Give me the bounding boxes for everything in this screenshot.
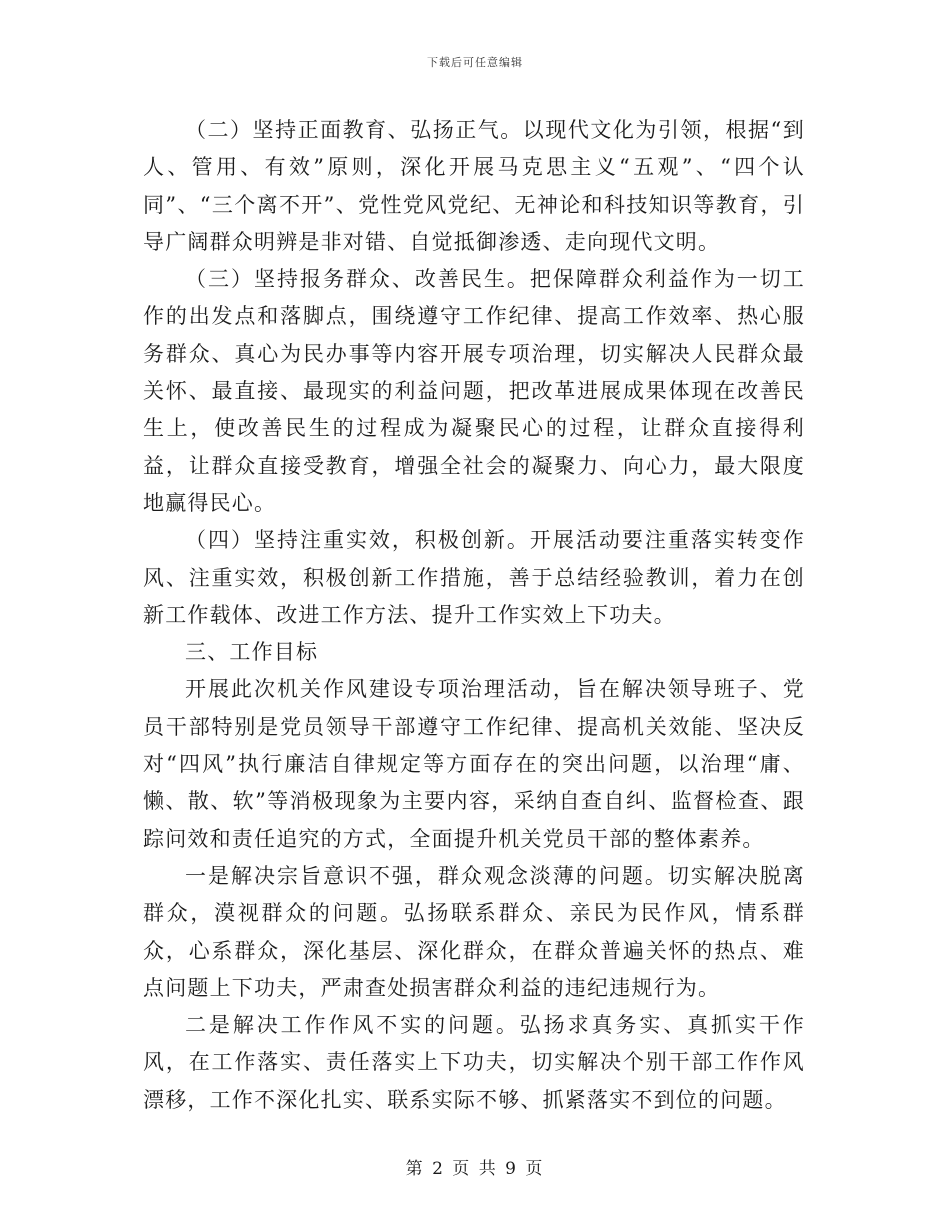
paragraph-section-4: （四）坚持注重实效，积极创新。开展活动要注重落实转变作风、注重实效，积极创新工作措施，善于总结经验教训，着力在创新工作载体、改进工作方法、提升工作实效上下功夫。: [143, 528, 805, 627]
paragraph-goals-intro: 开展此次机关作风建设专项治理活动，旨在解决领导班子、党员干部特别是党员领导干部遵守工作纪律、提高机关效能、坚决反对“四风”执行廉洁自律规定等方面存在的突出问题，以治理“庸、懒、散、软”等消极现象为主要内容，采纳自查自纠、监督检查、跟踪问效和责任追究的方式，全面提升机关党员干部的整体素养。: [143, 677, 805, 851]
header-note: 下载后可任意编辑: [427, 56, 523, 69]
section-heading-work-goals: 三、工作目标: [185, 640, 319, 665]
paragraph-section-2: （二）坚持正面教育、弘扬正气。以现代文化为引领，根据“到人、管用、有效”原则，深化开展马克思主义“五观”、“四个认同”、“三个离不开”、党性党风党纪、无神论和科技知识等教育，引导广阔群众明辨是非对错、自觉抵御渗透、走向现代文明。: [143, 118, 805, 254]
document-body: [143, 112, 805, 1119]
paragraph-goal-one: 一是解决宗旨意识不强，群众观念淡薄的问题。切实解决脱离群众，漠视群众的问题。弘扬联系群众、亲民为民作风，情系群众，心系群众，深化基层、深化群众，在群众普遍关怀的热点、难点问题上下功夫，严肃查处损害群众利益的违纪违规行为。: [143, 863, 805, 1000]
paragraph-goal-two: 二是解决工作作风不实的问题。弘扬求真务实、真抓实干作风，在工作落实、责任落实上下功夫，切实解决个别干部工作作风漂移，工作不深化扎实、联系实际不够、抓紧落实不到位的问题。: [143, 1013, 805, 1112]
page-number: 第 2 页 共 9 页: [405, 1159, 545, 1179]
paragraph-section-3: （三）坚持报务群众、改善民生。把保障群众利益作为一切工作的出发点和落脚点，围绕遵守工作纪律、提高工作效率、热心服务群众、真心为民办事等内容开展专项治理，切实解决人民群众最关怀、最直接、最现实的利益问题，把改革进展成果体现在改善民生上，使改善民生的过程成为凝聚民心的过程，让群众直接得利益，让群众直接受教育，增强全社会的凝聚力、向心力，最大限度地赢得民心。: [143, 267, 805, 515]
